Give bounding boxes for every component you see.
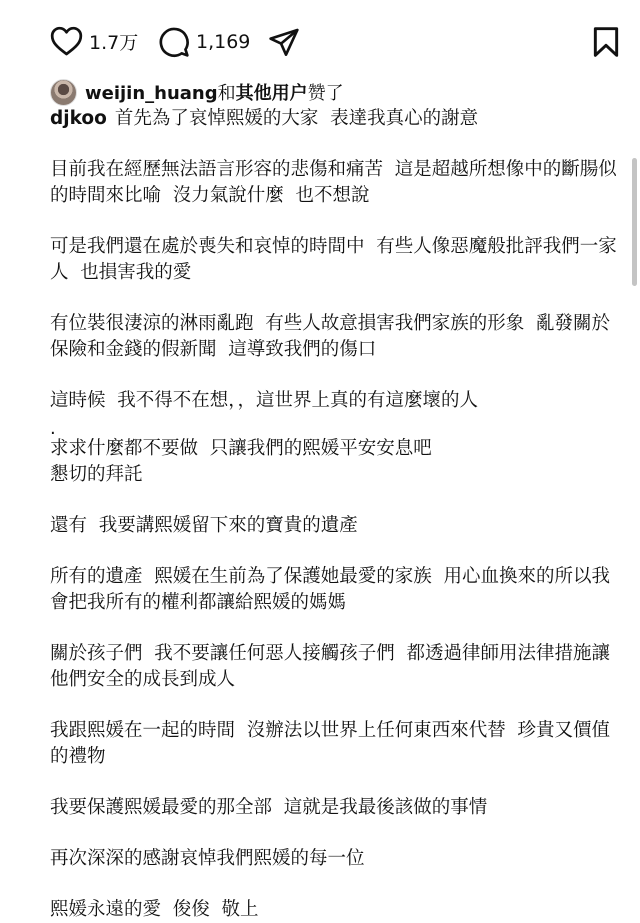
heart-outline-icon <box>50 26 83 56</box>
caption-paragraph: 求求什麼都不要做 只讓我們的熙媛平安安息吧 懇切的拜託 <box>50 438 432 485</box>
liked-by-others-link[interactable]: 其他用户 <box>235 83 308 104</box>
speech-bubble-icon <box>158 26 190 58</box>
caption-paragraph: 還有 我要講熙媛留下來的寶貴的遺產 <box>50 515 358 536</box>
liked-by-suffix: 赞了 <box>307 83 344 104</box>
save-button[interactable] <box>592 26 620 58</box>
caption-author-link[interactable]: djkoo <box>50 108 107 129</box>
caption-paragraph: 所有的遺產 熙媛在生前為了保護她最愛的家族 用心血換來的所以我會把我所有的權利都讓給熙媛的媽媽 <box>50 566 611 613</box>
caption-paragraph: 我跟熙媛在一起的時間 沒辦法以世界上任何東西來代替 珍貴又價值的禮物 <box>50 720 611 767</box>
caption-paragraph-text: 首先為了哀悼熙媛的大家 表達我真心的謝意 <box>114 108 479 129</box>
caption-paragraph: 再次深深的感謝哀悼我們熙媛的每一位 <box>50 848 365 869</box>
scrollbar-thumb[interactable] <box>632 158 637 286</box>
caption-paragraph: 可是我們還在處於喪失和哀悼的時間中 有些人像惡魔般批評我們一家人 也損害我的愛 <box>50 236 617 283</box>
bookmark-icon <box>592 26 620 58</box>
caption-paragraph: 熙媛永遠的愛 俊俊 敬上 <box>50 899 259 920</box>
caption-paragraph <box>50 106 618 132</box>
caption-paragraph: 有位裝很淒涼的淋雨亂跑 有些人故意損害我們家族的形象 亂發關於保險和金錢的假新聞 這導致我們的傷口 <box>50 313 611 360</box>
caption-paragraph: 目前我在經歷無法語言形容的悲傷和痛苦 這是超越所想像中的斷腸似的時間來比喻 沒力氣說什麼 也不想說 <box>50 159 617 206</box>
liked-by-row <box>50 78 344 106</box>
liked-by-connector: 和 <box>217 83 236 104</box>
caption-paragraph: 關於孩子們 我不要讓任何惡人接觸孩子們 都透過律師用法律措施讓他們安全的成長到成人 <box>50 643 611 690</box>
post-action-bar <box>0 0 640 84</box>
like-button[interactable] <box>50 26 138 56</box>
paper-plane-icon <box>268 26 300 58</box>
likes-count[interactable]: 1.7万 <box>89 31 139 54</box>
caption-paragraph: 我要保護熙媛最愛的那全部 這就是我最後該做的事情 <box>50 797 488 818</box>
liked-by-user-link[interactable]: weijin_huang <box>85 83 218 104</box>
caption-dot-line: . <box>50 418 56 439</box>
avatar[interactable] <box>50 79 77 106</box>
caption-paragraph: 這時候 我不得不在想，，這世界上真的有這麼壞的人 <box>50 390 479 411</box>
comments-count[interactable]: 1,169 <box>196 31 251 53</box>
comment-button[interactable] <box>158 26 250 58</box>
post-caption <box>50 106 618 923</box>
liked-by-text <box>85 79 344 105</box>
share-button[interactable] <box>268 26 300 58</box>
